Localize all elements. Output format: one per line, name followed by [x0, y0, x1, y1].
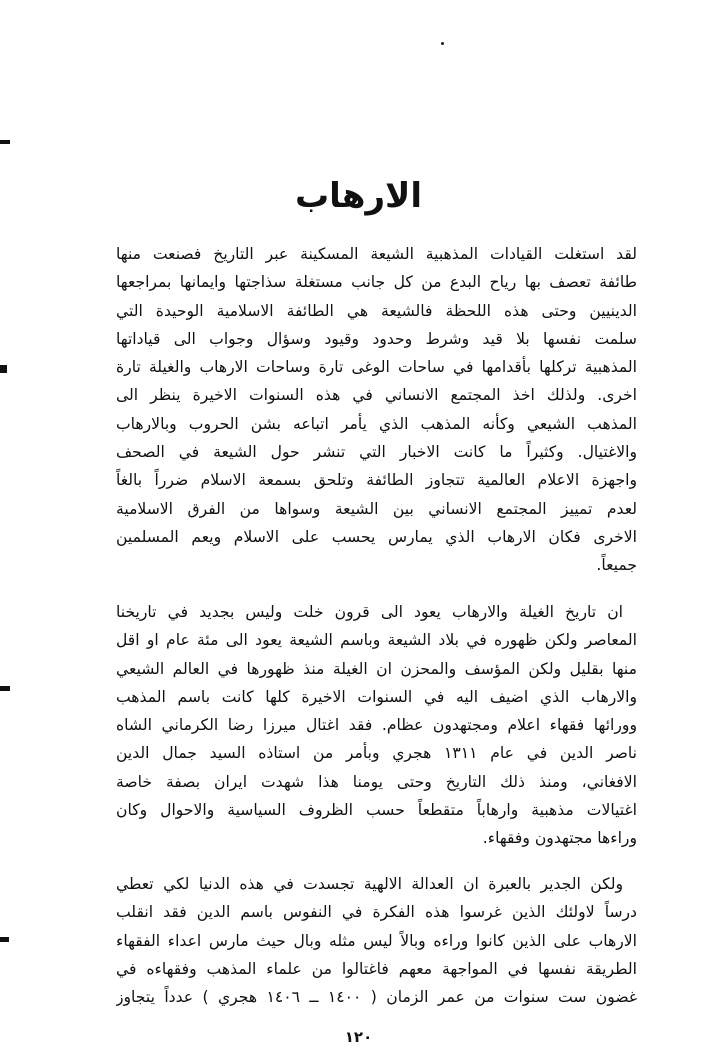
- scan-edge-mark: [0, 140, 10, 144]
- chapter-title: الارهاب: [294, 176, 423, 216]
- text-line: المعاصر ولكن ظهوره في بلاد الشيعة وباسم الشيعة يعود الى مئة عام او اقل: [116, 631, 637, 650]
- text-line: المذهب الشيعي وكأنه المذهب الذي يأمر اتباعه بشن الحروب وبالارهاب: [116, 414, 637, 433]
- scan-edge-mark: [0, 937, 9, 942]
- paragraph-3: [116, 870, 637, 1011]
- text-line: المذهبية تركلها بأقدامها في ساحات الوغى تارة وساحات الارهاب والغيلة تارة: [116, 358, 637, 377]
- text-line: ناصر الدين في عام ١٣١١ هجري وبأمر من استاذه السيد جمال الدين: [116, 744, 637, 763]
- text-line: لقد استغلت القيادات المذهبية الشيعة المسكينة عبر التاريخ فصنعت منها: [116, 245, 637, 263]
- text-line: غضون ست سنوات من عمر الزمان ( ١٤٠٠ ــ ١٤٠٦ هجري ) عدداً يتجاوز: [116, 988, 637, 1007]
- text-line: والارهاب الذي اضيف اليه في السنوات الاخيرة كلها كانت باسم المذهب: [116, 687, 637, 706]
- text-line: الدينيين وحتى هذه اللحظة فالشيعة هي الطائفة الاسلامية الوحيدة التي: [116, 301, 637, 320]
- page-number: ١٢٠: [344, 1028, 373, 1046]
- text-line: سلمت نفسها بلا قيد وشرط وحدود وقيود وسؤال وجواب الى قياداتها: [116, 329, 637, 348]
- text-line: واجهزة الاعلام العالمية تتجاوز الطائفة وتلحق بسمعة الاسلام ضرراً بالغاً: [116, 471, 637, 490]
- text-line: اخرى. ولذلك اخذ المجتمع الانساني في هذه السنوات الاخيرة ينظر الى: [116, 386, 637, 405]
- scan-edge-mark: [0, 365, 7, 373]
- text-line: درساً لاولئك الذين غرسوا هذه الفكرة في النفوس باسم الدين فقد انقلب: [116, 903, 637, 922]
- text-line: منها بقليل ولكن المؤسف والمحزن ان الغيلة منذ ظهورها في العالم الشيعي: [116, 659, 637, 678]
- text-line: طائفة تعصف بها رياح البدع من كل جانب مستغلة سذاجتها وايمانها بمراجعها: [116, 273, 637, 292]
- text-line: اغتيالات مذهبية وارهاباً متقطعاً حسب الظروف السياسية والاحوال وكان: [116, 801, 637, 820]
- scan-edge-mark: [0, 686, 10, 691]
- paragraph-1: [116, 240, 637, 580]
- text-line: الطريقة نفسها في المواجهة معهم فاغتالوا من علماء المذهب وفقهاءه في: [116, 959, 637, 978]
- text-line: ان تاريخ الغيلة والارهاب يعود الى قرون خلت وليس بجديد في تاريخنا: [116, 603, 623, 621]
- text-line: والاغتيال. وكثيراً ما كانت الاخبار التي تنشر حول الشيعة في الصحف: [116, 443, 637, 462]
- text-line: وورائها فقهاء اعلام ومجتهدون عظام. فقد اغتال ميرزا رضا الكرماني الشاه: [116, 716, 637, 735]
- text-line: الارهاب على الذين كانوا وراءه وبالاً ليس مثله وبال حيث مارس اعداء الفقهاء: [116, 931, 637, 950]
- text-line: جميعاً.: [596, 556, 637, 575]
- text-line: الاخرى فكان الارهاب الذي يمارس يحسب على الاسلام ويعم المسلمين: [116, 527, 637, 546]
- text-line: الافغاني، ومنذ ذلك التاريخ وحتى يومنا هذا شهدت ايران بصفة خاصة: [116, 772, 637, 791]
- paragraph-2: [116, 598, 637, 853]
- text-line: لعدم تمييز المجتمع الانساني بين الشيعة وسواها من الفرق الاسلامية: [116, 499, 637, 518]
- text-line: ولكن الجدير بالعبرة ان العدالة الالهية تجسدت في هذه الدنيا لكي تعطي: [116, 875, 623, 893]
- text-line: وراءها مجتهدون وفقهاء.: [482, 829, 637, 848]
- speck-mark: [441, 42, 444, 45]
